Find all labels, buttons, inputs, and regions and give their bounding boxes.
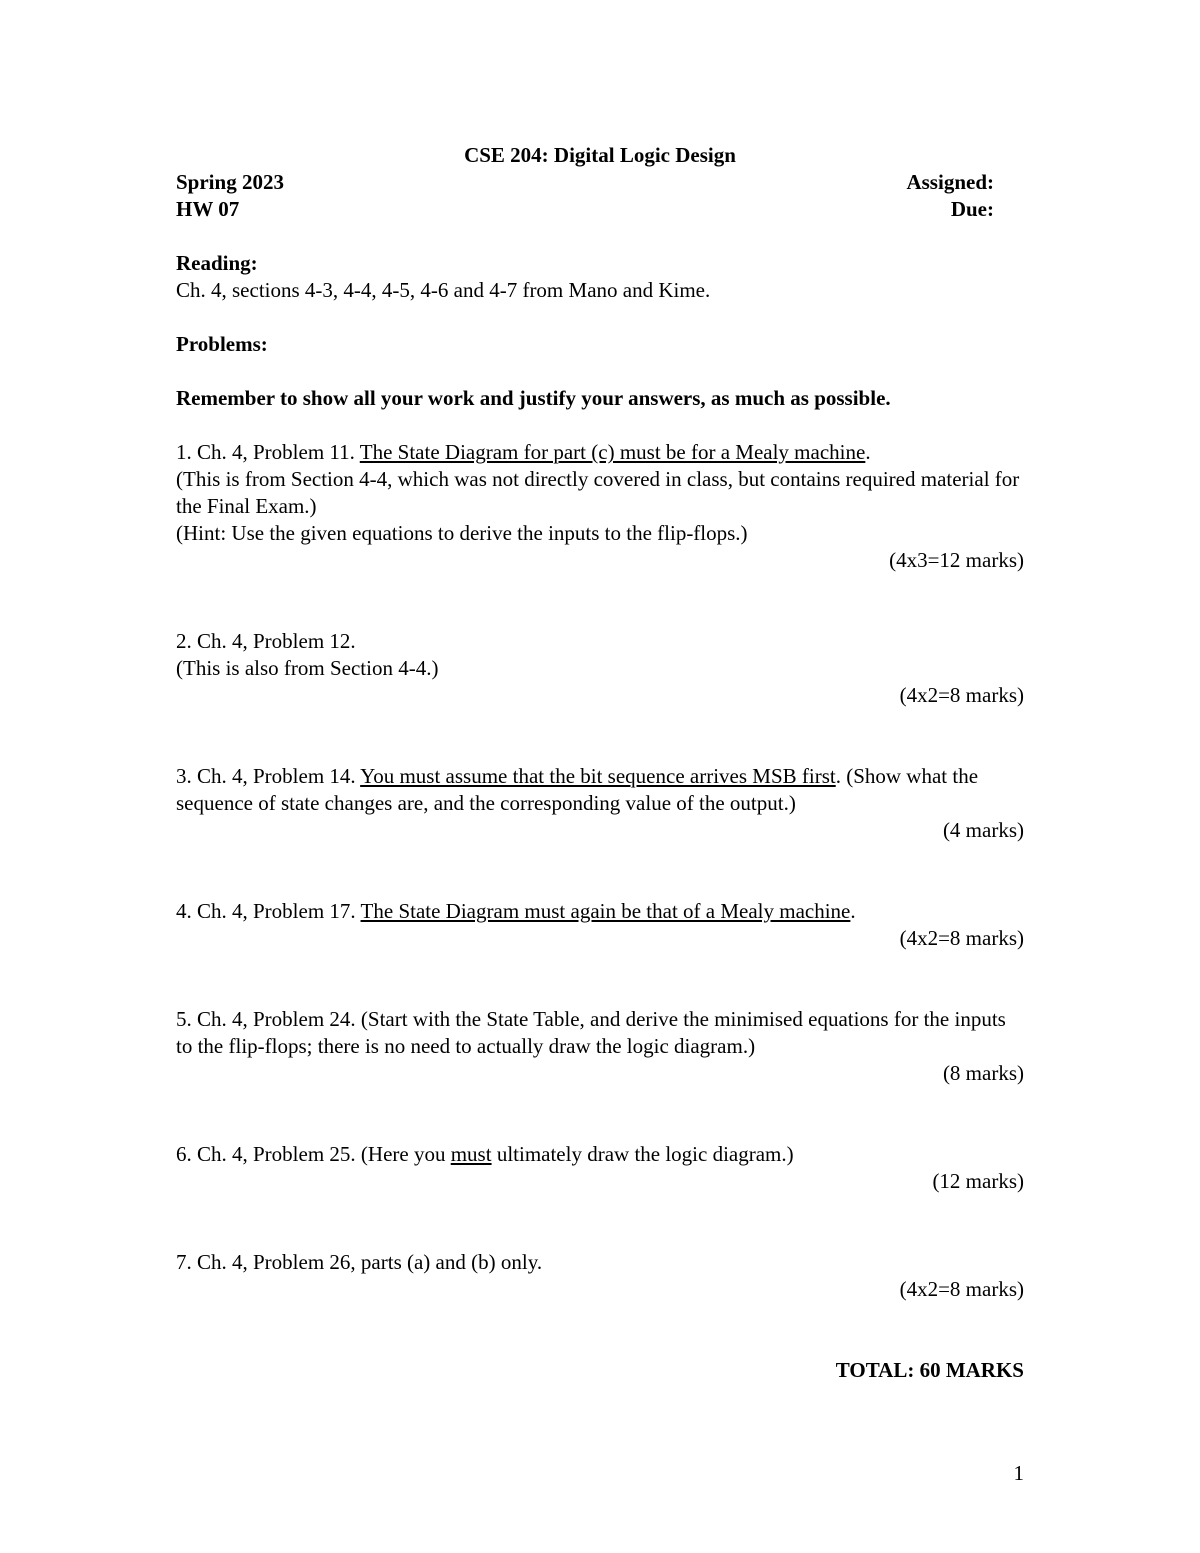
problem-5-marks: (8 marks)	[942, 1061, 1024, 1085]
homework-page	[176, 142, 1024, 1384]
problem-2-marks: (4x2=8 marks)	[899, 683, 1024, 707]
problem-5: 5. Ch. 4, Problem 24. (Start with the State Table, and derive the minimised equations for the inputs to the flip-flops; there is no need to actually draw the logic diagram.)	[176, 1007, 1006, 1058]
reading-text: Ch. 4, sections 4-3, 4-4, 4-5, 4-6 and 4-7 from Mano and Kime.	[176, 278, 711, 302]
total-marks: TOTAL: 60 MARKS	[835, 1358, 1024, 1382]
problem-6-emphasis: must	[450, 1142, 492, 1166]
reading-heading: Reading:	[176, 251, 258, 275]
course-title: CSE 204: Digital Logic Design	[464, 143, 736, 167]
problem-6-tail: ultimately draw the logic diagram.)	[491, 1142, 794, 1166]
problem-4-lead: 4. Ch. 4, Problem 17.	[176, 899, 361, 923]
problem-4-requirement: The State Diagram must again be that of a Mealy machine	[360, 899, 851, 923]
problem-6-marks: (12 marks)	[932, 1169, 1024, 1193]
problem-4-tail: .	[850, 899, 856, 923]
problem-3	[176, 763, 1024, 817]
assigned-label: Assigned:	[906, 170, 994, 194]
problem-1	[176, 439, 1024, 466]
term-label: Spring 2023	[176, 170, 284, 194]
problem-1-hint: (Hint: Use the given equations to derive the inputs to the flip-flops.)	[176, 521, 748, 545]
problem-2-note: (This is also from Section 4-4.)	[176, 656, 439, 680]
page-number: 1	[1013, 1461, 1024, 1485]
header-row-term	[176, 169, 1024, 196]
problem-3-requirement: You must assume that the bit sequence arrives MSB first	[360, 764, 836, 788]
problem-1-marks: (4x3=12 marks)	[889, 548, 1024, 572]
problem-7: 7. Ch. 4, Problem 26, parts (a) and (b) only.	[176, 1250, 543, 1274]
problem-1-tail: .	[865, 440, 871, 464]
problem-2: 2. Ch. 4, Problem 12.	[176, 629, 356, 653]
problem-1-requirement: The State Diagram for part (c) must be for a Mealy machine	[359, 440, 866, 464]
problem-7-marks: (4x2=8 marks)	[899, 1277, 1024, 1301]
problem-3-lead: 3. Ch. 4, Problem 14.	[176, 764, 361, 788]
header-row-hw	[176, 196, 1024, 223]
problems-heading: Problems:	[176, 332, 268, 356]
problem-4-marks: (4x2=8 marks)	[899, 926, 1024, 950]
due-label: Due:	[950, 197, 994, 221]
problem-1-note: (This is from Section 4-4, which was not directly covered in class, but contains required material for the Final Exam.)	[176, 467, 1020, 518]
problem-6	[176, 1141, 1024, 1168]
reminder-text: Remember to show all your work and justify your answers, as much as possible.	[176, 386, 891, 410]
problem-4	[176, 898, 1024, 925]
problem-1-lead: 1. Ch. 4, Problem 11.	[176, 440, 360, 464]
hw-label: HW 07	[176, 197, 240, 221]
problem-6-lead: 6. Ch. 4, Problem 25. (Here you	[176, 1142, 451, 1166]
problem-3-marks: (4 marks)	[942, 818, 1024, 842]
problem-3-tail: . (Show what the sequence of state changes are, and the corresponding value of the output.)	[176, 764, 979, 815]
